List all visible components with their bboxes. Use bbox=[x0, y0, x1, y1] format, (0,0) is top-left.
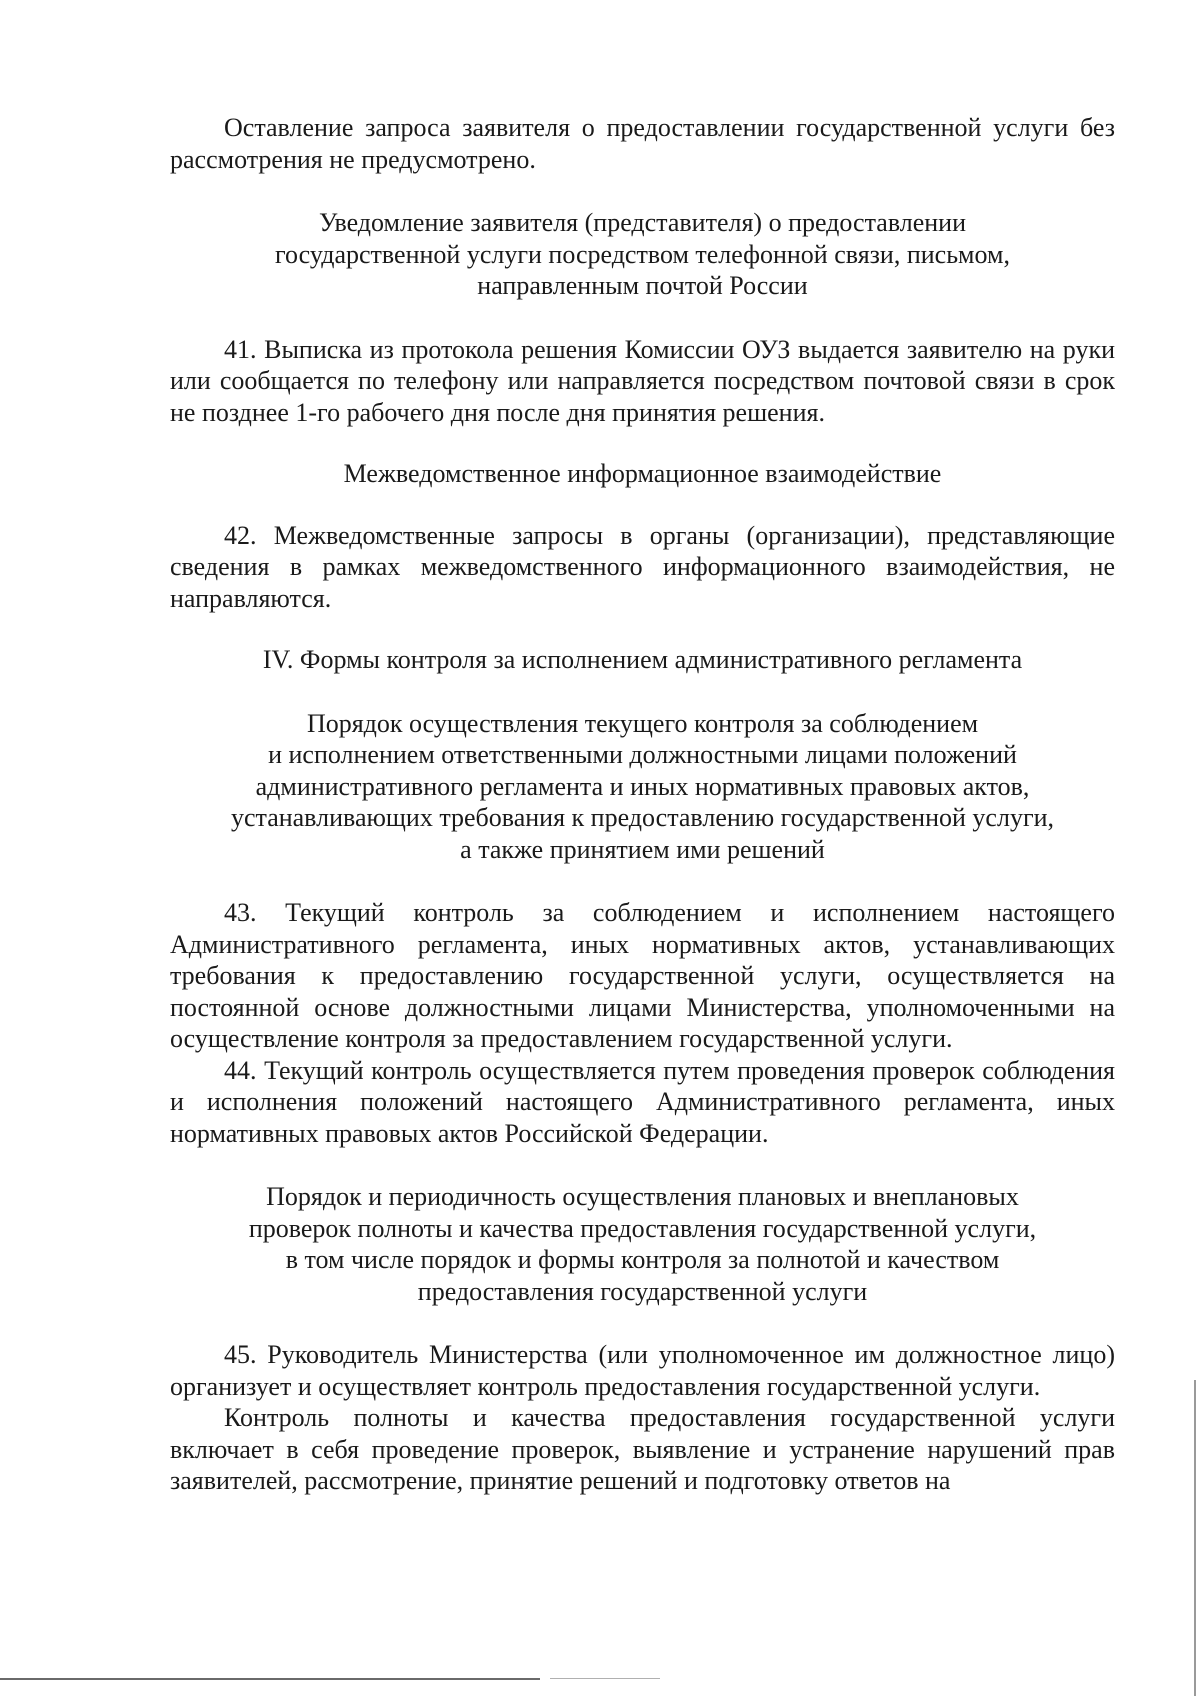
heading-line: и исполнением ответственными должностными лицами положений bbox=[268, 740, 1017, 769]
spacer bbox=[170, 428, 1115, 458]
paragraph-41: 41. Выписка из протокола решения Комиссии ОУЗ выдается заявителю на руки или сообщается по телефону или направляется посредством почтовой связи в срок не позднее 1-го рабочего дня после дня принятия решения. bbox=[170, 334, 1115, 427]
heading-line: а также принятием ими решений bbox=[460, 834, 825, 864]
scan-edge-line bbox=[1194, 1380, 1196, 1696]
paragraph-44: 44. Текущий контроль осуществляется путем проведения проверок соблюдения и исполнения положений настоящего Административного регламента, иных нормативных правовых актов Российской Федерации. bbox=[170, 1055, 1115, 1148]
spacer bbox=[170, 175, 1115, 207]
heading-current-control bbox=[170, 708, 1115, 866]
heading-line: государственной услуги посредством телефонной связи, письмом, bbox=[275, 239, 1010, 269]
heading-line: проверок полноты и качества предоставления государственной услуги, bbox=[248, 1213, 1037, 1243]
heading-line: устанавливающих требования к предоставлению государственной услуги, bbox=[230, 803, 1055, 832]
spacer bbox=[170, 1149, 1115, 1181]
heading-line: Уведомление заявителя (представителя) о предоставлении bbox=[318, 208, 967, 237]
scan-edge-line bbox=[0, 1678, 540, 1680]
heading-line: предоставления государственной услуги bbox=[417, 1276, 868, 1306]
scan-edge-line bbox=[550, 1678, 660, 1679]
heading-line: Порядок и периодичность осуществления плановых и внеплановых bbox=[266, 1182, 1019, 1211]
heading-line: административного регламента и иных нормативных правовых актов, bbox=[255, 771, 1030, 801]
heading-section-iv: IV. Формы контроля за исполнением административного регламента bbox=[262, 645, 1023, 674]
heading-notification bbox=[170, 207, 1115, 302]
paragraph-46: Контроль полноты и качества предоставления государственной услуги включает в себя проведение проверок, выявление и устранение нарушений прав заявителей, рассмотрение, принятие решений и подготовку ответов на bbox=[170, 1403, 1115, 1495]
spacer bbox=[170, 302, 1115, 334]
spacer bbox=[170, 865, 1115, 897]
heading-inspections bbox=[170, 1181, 1115, 1307]
document-page bbox=[170, 112, 1115, 1497]
spacer bbox=[170, 614, 1115, 644]
paragraph-43: 43. Текущий контроль за соблюдением и исполнением настоящего Административного регламента, иных нормативных актов, устанавливающих требования к предоставлению государственной услуги, осуществляется на постоянной основе должностными лицами Министерства, уполномоченными на осуществление контроля за предоставлением государственной услуги. bbox=[170, 898, 1115, 1053]
spacer bbox=[170, 1307, 1115, 1339]
heading-line: в том числе порядок и формы контроля за полнотой и качеством bbox=[285, 1245, 1000, 1274]
heading-line: Порядок осуществления текущего контроля за соблюдением bbox=[306, 708, 979, 738]
paragraph-request-not-considered: Оставление запроса заявителя о предоставлении государственной услуги без рассмотрения не предусмотрено. bbox=[170, 113, 1115, 174]
heading-line: направленным почтой России bbox=[477, 271, 808, 300]
spacer bbox=[170, 676, 1115, 708]
paragraph-45: 45. Руководитель Министерства (или уполномоченное им должностное лицо) организует и осуществляет контроль предоставления государственной услуги. bbox=[170, 1340, 1115, 1401]
heading-interagency: Межведомственное информационное взаимодействие bbox=[343, 459, 942, 488]
spacer bbox=[170, 490, 1115, 520]
paragraph-42: 42. Межведомственные запросы в органы (организации), представляющие сведения в рамках межведомственного информационного взаимодействия, не направляются. bbox=[170, 520, 1115, 613]
